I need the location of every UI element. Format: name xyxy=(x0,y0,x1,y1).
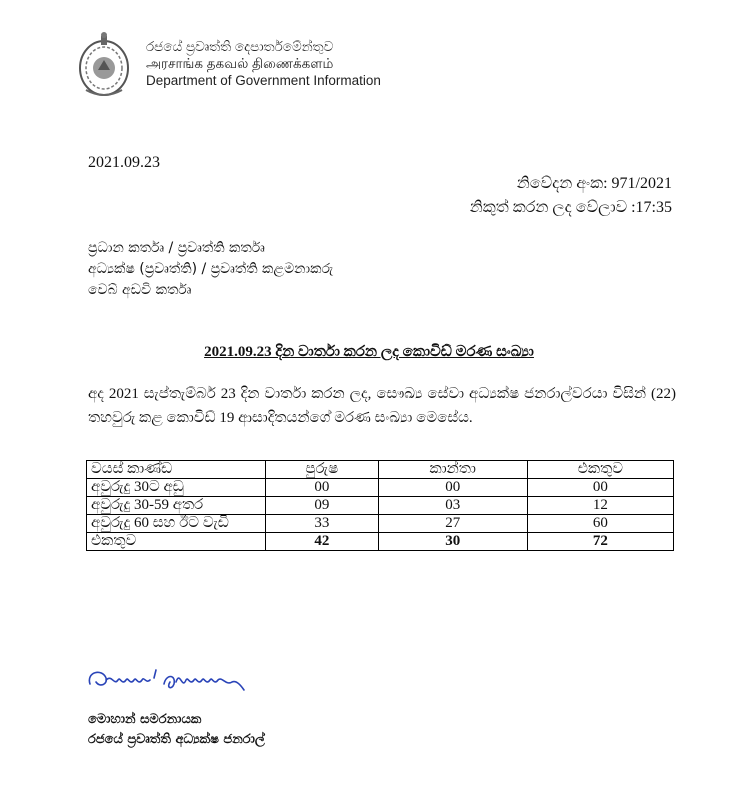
table-cell: අවුරුදු 30ට අඩු xyxy=(87,479,266,497)
table-cell: අවුරුදු 60 සහ ඊට වැඩි xyxy=(87,515,266,533)
table-header: වයස් කාණ්ඩ xyxy=(87,461,266,479)
title-text: දින වාර්තා කරන ලද කොවිඩ් මරණ සංඛ්‍යා xyxy=(271,344,534,360)
table-cell: 60 xyxy=(527,515,673,533)
department-name-english: Department of Government Information xyxy=(146,73,381,88)
table-row xyxy=(87,515,674,533)
table-cell: 00 xyxy=(378,479,527,497)
table-cell: 27 xyxy=(378,515,527,533)
table-cell: 42 xyxy=(266,533,379,551)
table-header: කාන්තා xyxy=(378,461,527,479)
table-cell: 03 xyxy=(378,497,527,515)
recipient-line: ප්‍රධාන කර්තෘ / ප්‍රවෘත්ති කර්තෘ xyxy=(88,240,265,256)
table-row xyxy=(87,479,674,497)
table-row xyxy=(87,497,674,515)
document-title xyxy=(0,343,738,361)
issue-time: නිකුත් කරන ලද වේලාව :17:35 xyxy=(469,199,672,216)
table-cell: 33 xyxy=(266,515,379,533)
department-name-sinhala: රජයේ ප්‍රවෘත්ති දෙපාර්තමේන්තුව xyxy=(146,39,334,54)
sri-lanka-emblem-icon xyxy=(72,30,136,102)
body-paragraph: අද 2021 සැප්තැම්බර් 23 දින වාර්තා කරන ලද, සෞඛ්‍ය සේවා අධ්‍යක්ෂ ජනරාල්වරයා විසින් (22) තහවුරු කළ කොවිඩ් 19 ආසාදිතයන්ගේ මරණ සංඛ්‍යා මෙසේය. xyxy=(88,386,676,426)
document-date: 2021.09.23 xyxy=(88,154,160,171)
table-cell: 30 xyxy=(378,533,527,551)
table-cell: එකතුව xyxy=(87,533,266,551)
department-name xyxy=(146,38,381,89)
table-header: පුරුෂ xyxy=(266,461,379,479)
signatory-name: මොහාන් සමරනායක xyxy=(88,712,202,727)
signatory xyxy=(88,710,265,750)
deaths-table xyxy=(86,460,674,551)
title-date: 2021.09.23 xyxy=(204,344,272,360)
table-cell: 09 xyxy=(266,497,379,515)
table-cell: 00 xyxy=(266,479,379,497)
handwritten-signature xyxy=(84,660,254,704)
department-name-tamil: அரசாங்க தகவல் திணைக்களம் xyxy=(146,56,334,71)
table-cell: 00 xyxy=(527,479,673,497)
signatory-title: රජයේ ප්‍රවෘත්ති අධ්‍යක්ෂ ජනරාල් xyxy=(88,732,265,747)
recipients xyxy=(88,238,333,301)
table-total-row xyxy=(87,533,674,551)
release-number: නිවේදන අංක: 971/2021 xyxy=(516,175,672,192)
table-cell: අවුරුදු 30-59 අතර xyxy=(87,497,266,515)
recipient-line: වෙබ් අඩවි කර්තෘ xyxy=(88,282,192,298)
table-header: එකතුව xyxy=(527,461,673,479)
table-cell: 12 xyxy=(527,497,673,515)
release-meta xyxy=(470,172,672,220)
table-cell: 72 xyxy=(527,533,673,551)
recipient-line: අධ්‍යක්ෂ (ප්‍රවෘත්ති) / ප්‍රවෘත්ති කළමනාකරු xyxy=(88,261,334,277)
table-header-row xyxy=(87,461,674,479)
